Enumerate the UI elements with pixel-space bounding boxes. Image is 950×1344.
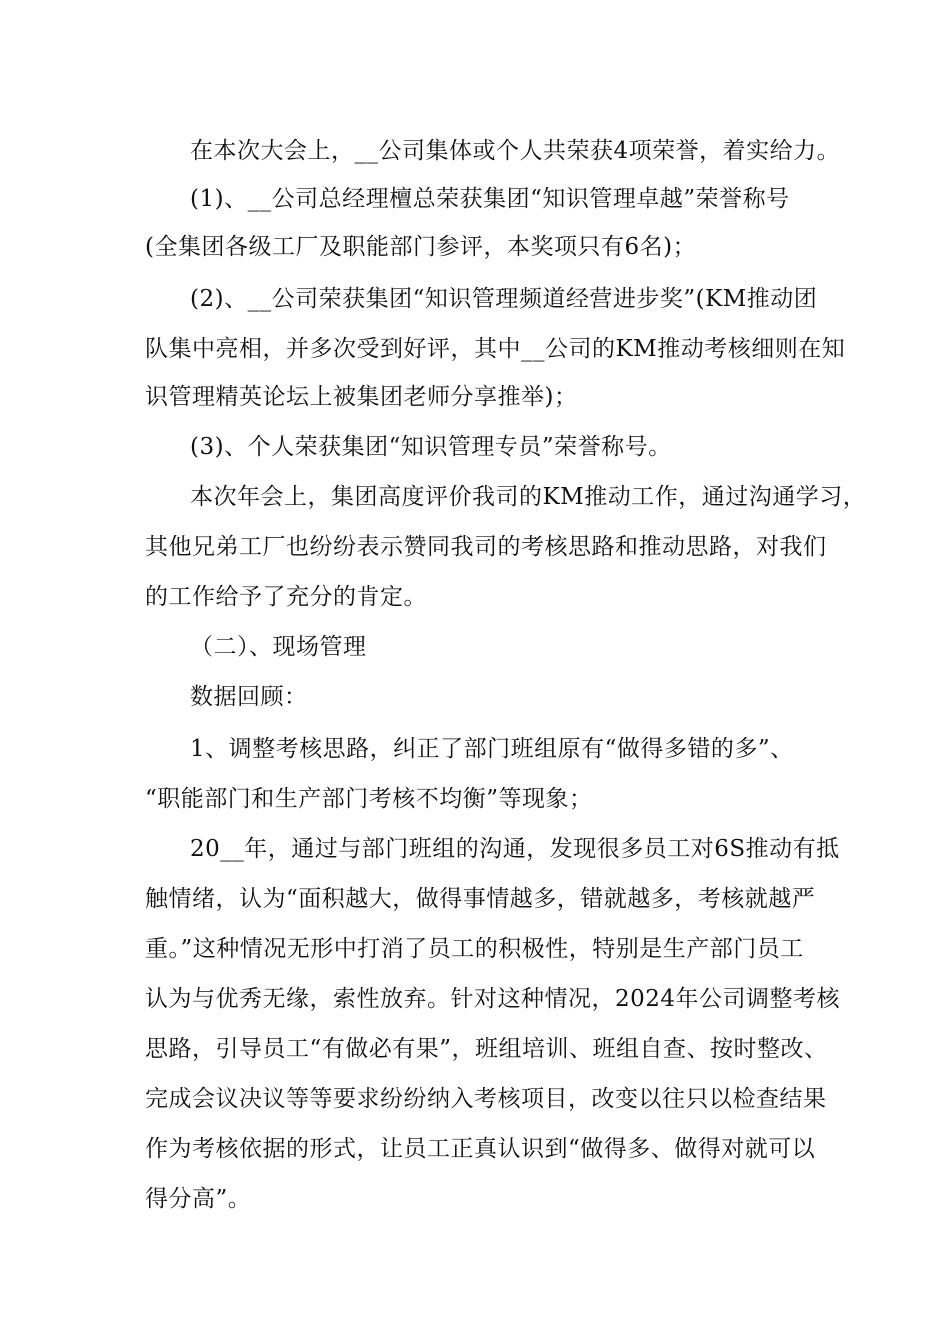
paragraph-line: (全集团各级工厂及职能部门参评，本奖项只有6名)； bbox=[145, 234, 697, 260]
paragraph-line: 重。”这种情况无形中打消了员工的积极性，特别是生产部门员工 bbox=[145, 936, 804, 962]
paragraph-line: 识管理精英论坛上被集团老师分享推举)； bbox=[145, 384, 578, 410]
section-heading: （二）、现场管理 bbox=[190, 634, 367, 660]
paragraph-line: 20__年，通过与部门班组的沟通，发现很多员工对6S推动有抵 bbox=[190, 836, 840, 862]
paragraph-line: 在本次大会上，__公司集体或个人共荣获4项荣誉，着实给力。 bbox=[190, 138, 841, 164]
paragraph-line: 本次年会上，集团高度评价我司的KM推动工作，通过沟通学习， bbox=[190, 484, 867, 510]
paragraph-line: 1、调整考核思路，纠正了部门班组原有“做得多错的多”、 bbox=[190, 736, 794, 762]
paragraph-line: 思路，引导员工“有做必有果”，班组培训、班组自查、按时整改、 bbox=[145, 1036, 828, 1062]
paragraph-line: “职能部门和生产部门考核不均衡”等现象； bbox=[145, 786, 593, 812]
paragraph-line: 数据回顾： bbox=[190, 684, 308, 710]
paragraph-line: (1)、__公司总经理檀总荣获集团“知识管理卓越”荣誉称号 bbox=[190, 186, 790, 212]
paragraph-line: 得分高”。 bbox=[145, 1186, 252, 1212]
paragraph-line: 触情绪，认为“面积越大，做得事情越多，错就越多，考核就越严 bbox=[145, 886, 816, 912]
paragraph-line: 的工作给予了充分的肯定。 bbox=[145, 584, 427, 610]
paragraph-line: (3)、个人荣获集团“知识管理专员”荣誉称号。 bbox=[190, 434, 672, 460]
paragraph-line: (2)、__公司荣获集团“知识管理频道经营进步奖”(KM推动团 bbox=[190, 286, 818, 312]
paragraph-line: 队集中亮相，并多次受到好评，其中__公司的KM推动考核细则在知 bbox=[145, 336, 846, 362]
paragraph-line: 完成会议决议等等要求纷纷纳入考核项目，改变以往只以检查结果 bbox=[145, 1086, 827, 1112]
paragraph-line: 其他兄弟工厂也纷纷表示赞同我司的考核思路和推动思路，对我们 bbox=[145, 534, 827, 560]
paragraph-line: 作为考核依据的形式，让员工正真认识到“做得多、做得对就可以 bbox=[145, 1136, 816, 1162]
paragraph-line: 认为与优秀无缘，索性放弃。针对这种情况，2024年公司调整考核 bbox=[145, 986, 841, 1012]
